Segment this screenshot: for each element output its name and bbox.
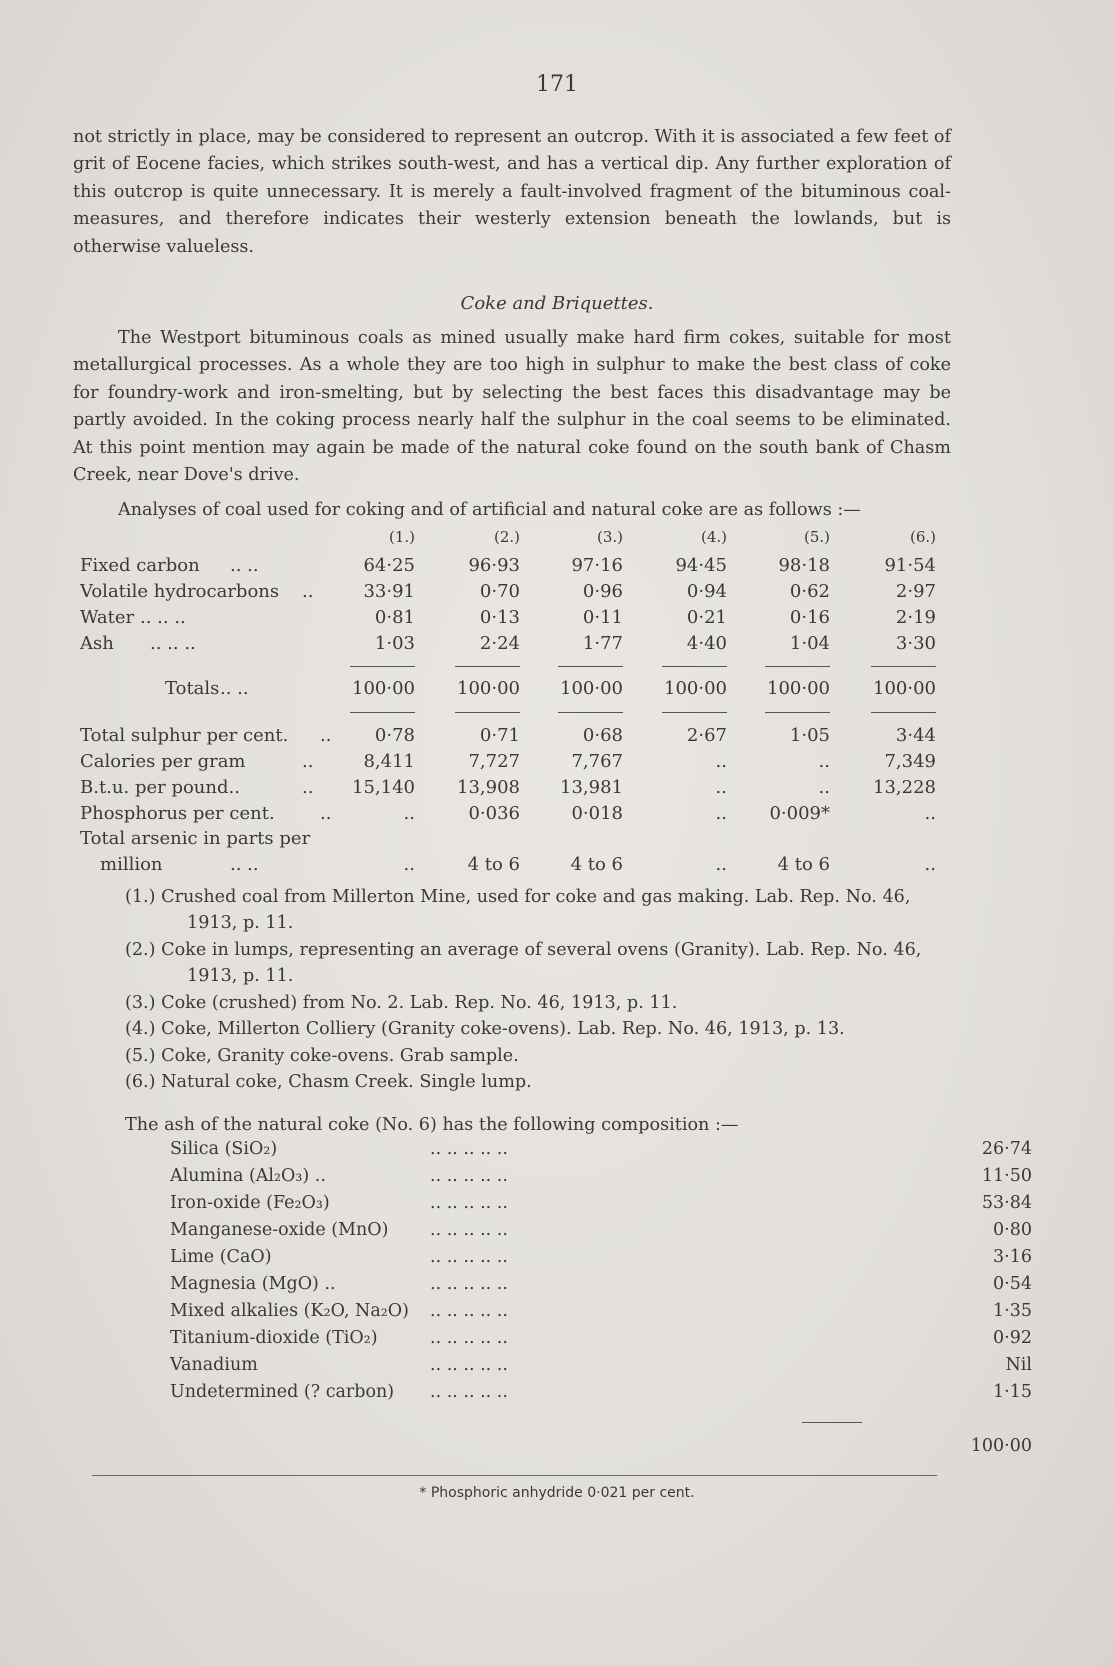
column-rule (871, 712, 936, 713)
table-cell: .. (715, 803, 727, 824)
table-cell: 0·71 (479, 725, 520, 746)
row-label: Ash (80, 633, 114, 654)
ash-component-row (170, 1220, 1032, 1246)
row-label: Totals (165, 678, 220, 699)
table-cell: 3·44 (895, 725, 936, 746)
table-cell: 0·009* (769, 803, 830, 824)
table-cell: .. (715, 751, 727, 772)
table-cell: 94·45 (675, 555, 727, 576)
column-rule (662, 712, 727, 713)
table-cell: 2·97 (895, 581, 936, 602)
ash-component-name: Vanadium (170, 1355, 258, 1375)
table-row (80, 777, 960, 803)
table-row (80, 678, 960, 704)
section-paragraph: The Westport bituminous coals as mined usually make hard firm cokes, suitable for most metallurgical processes. As a whole they are too high in sulphur to make the best class of coke for foundry-work and iron-smelting, but by selecting the best faces this disadvantage may be partly avoided. In the coking process nearly half the sulphur in the coal seems to be eliminated. At this point mention may again be made of the natural coke found on the south bank of Chasm Creek, near Dove's drive. (73, 328, 951, 486)
ash-component-row (170, 1274, 1032, 1300)
row-label: Fixed carbon (80, 555, 200, 576)
table-cell: 4 to 6 (570, 854, 623, 875)
table-cell: 1·04 (789, 633, 830, 654)
footnote: * Phosphoric anhydride 0·021 per cent. (419, 1485, 695, 1501)
table-note: (4.) Coke, Millerton Colliery (Granity coke-ovens). Lab. Rep. No. 46, 1913, p. 13. (125, 1019, 845, 1039)
column-rule (558, 666, 623, 667)
leader-dots: .. (320, 803, 332, 824)
col-header: (3.) (596, 528, 623, 546)
intro-paragraph: not strictly in place, may be considered to represent an outcrop. With it is associated a few feet of grit of Eocene facies, which strikes south-west, and has a vertical dip. Any further exploration of this outcrop is quite unnecessary. It is merely a fault-involved fragment of the bituminous coal-measures, and therefore indicates their westerly extension beneath the lowlands, but is otherwise valueless. (73, 127, 951, 257)
leader-dots: .. .. .. .. .. (430, 1301, 508, 1321)
table-cell: 0·68 (582, 725, 623, 746)
leader-dots: .. .. .. .. .. (430, 1247, 508, 1267)
ash-total: 100·00 (970, 1436, 1032, 1456)
table-cell: 13,908 (457, 777, 520, 798)
table-row (80, 555, 960, 581)
row-label: Volatile hydrocarbons (80, 581, 280, 602)
table-cell: 1·77 (582, 633, 623, 654)
table-note: (6.) Natural coke, Chasm Creek. Single lump. (125, 1072, 532, 1092)
row-label: million (100, 854, 163, 875)
leader-dots: .. .. .. .. .. (430, 1139, 508, 1159)
table-cell: 100·00 (457, 678, 520, 699)
table-cell: 7,767 (571, 751, 623, 772)
table-note: 1913, p. 11. (187, 913, 294, 933)
table-cell: 2·24 (479, 633, 520, 654)
table-cell: 1·05 (789, 725, 830, 746)
ash-component-value: 53·84 (981, 1193, 1032, 1213)
leader-dots: .. .. (230, 555, 259, 576)
table-row (80, 633, 960, 659)
col-header: (5.) (803, 528, 830, 546)
ash-component-row (170, 1247, 1032, 1273)
table-cell: 100·00 (873, 678, 936, 699)
column-rule (765, 666, 830, 667)
table-cell: 0·81 (374, 607, 415, 628)
table-cell: 64·25 (363, 555, 415, 576)
leader-dots: .. (320, 725, 332, 746)
table-cell: 2·19 (895, 607, 936, 628)
col-header: (6.) (909, 528, 936, 546)
table-cell: .. (924, 854, 936, 875)
table-row (80, 803, 960, 829)
table-row (80, 751, 960, 777)
table-row (80, 725, 960, 751)
table-row (80, 854, 960, 880)
ash-component-row (170, 1166, 1032, 1192)
leader-dots: .. .. .. .. .. (430, 1328, 508, 1348)
ash-component-value: 0·54 (993, 1274, 1032, 1294)
column-rule (455, 666, 520, 667)
table-cell: .. (403, 854, 415, 875)
table-cell: 0·94 (686, 581, 727, 602)
table-row (80, 581, 960, 607)
ash-component-value: 0·92 (993, 1328, 1032, 1348)
row-label: Phosphorus per cent. (80, 803, 275, 824)
row-label: Water (80, 607, 135, 628)
row-label: B.t.u. per pound.. (80, 777, 240, 798)
table-cell: 33·91 (363, 581, 415, 602)
table-cell: 4·40 (686, 633, 727, 654)
table-cell: 96·93 (468, 555, 520, 576)
col-header: (4.) (700, 528, 727, 546)
leader-dots: .. .. .. .. .. (430, 1382, 508, 1402)
leader-dots: .. .. .. (140, 607, 186, 628)
table-note: (5.) Coke, Granity coke-ovens. Grab sample. (125, 1046, 519, 1066)
table-cell: 8,411 (363, 751, 415, 772)
ash-component-row (170, 1328, 1032, 1354)
table-cell: 4 to 6 (467, 854, 520, 875)
table-note: 1913, p. 11. (187, 966, 294, 986)
table-cell: 0·78 (374, 725, 415, 746)
ash-component-value: 26·74 (981, 1139, 1032, 1159)
column-rule (558, 712, 623, 713)
table-cell: 0·036 (468, 803, 520, 824)
table-cell: 0·11 (582, 607, 623, 628)
leader-dots: .. .. .. .. .. (430, 1355, 508, 1375)
ash-component-value: 1·35 (993, 1301, 1032, 1321)
leader-dots: .. .. .. .. .. (430, 1193, 508, 1213)
table-cell: 7,727 (468, 751, 520, 772)
table-cell: 3·30 (895, 633, 936, 654)
table-cell: 4 to 6 (777, 854, 830, 875)
column-rule (350, 666, 415, 667)
table-cell: 100·00 (352, 678, 415, 699)
table-cell: 0·16 (789, 607, 830, 628)
column-rule (871, 666, 936, 667)
column-rule (350, 712, 415, 713)
table-row (80, 828, 960, 854)
ash-component-value: 1·15 (993, 1382, 1032, 1402)
ash-component-row (170, 1355, 1032, 1381)
table-cell: .. (818, 777, 830, 798)
column-rule (765, 712, 830, 713)
table-cell: 13,228 (873, 777, 936, 798)
column-rule (662, 666, 727, 667)
leader-dots: .. .. .. .. .. (430, 1166, 508, 1186)
ash-intro: The ash of the natural coke (No. 6) has the following composition :— (125, 1115, 739, 1135)
leader-dots: .. (302, 751, 314, 772)
table-cell: 0·018 (571, 803, 623, 824)
table-row (80, 607, 960, 633)
analyses-intro: Analyses of coal used for coking and of artificial and natural coke are as follows :— (118, 500, 861, 520)
section-heading: Coke and Briquettes. (460, 293, 654, 314)
ash-component-name: Titanium-dioxide (TiO₂) (170, 1328, 378, 1348)
leader-dots: .. .. .. .. .. (430, 1220, 508, 1240)
table-note: (1.) Crushed coal from Millerton Mine, used for coke and gas making. Lab. Rep. No. 46, (125, 887, 911, 907)
ash-component-row (170, 1382, 1032, 1408)
ash-component-name: Manganese-oxide (MnO) (170, 1220, 389, 1240)
leader-dots: .. (302, 581, 314, 602)
table-cell: 0·96 (582, 581, 623, 602)
ash-component-value: 11·50 (981, 1166, 1032, 1186)
leader-dots: .. .. (230, 854, 259, 875)
ash-component-row (170, 1139, 1032, 1165)
leader-dots: .. .. .. .. .. (430, 1274, 508, 1294)
table-cell: 15,140 (352, 777, 415, 798)
ash-component-value: 3·16 (993, 1247, 1032, 1267)
table-cell: 100·00 (767, 678, 830, 699)
table-cell: .. (818, 751, 830, 772)
table-cell: 1·03 (374, 633, 415, 654)
ash-total-row (170, 1436, 1032, 1462)
leader-dots: .. .. .. (150, 633, 196, 654)
table-cell: .. (924, 803, 936, 824)
table-cell: 100·00 (560, 678, 623, 699)
table-cell: 13,981 (560, 777, 623, 798)
ash-component-name: Mixed alkalies (K₂O, Na₂O) (170, 1301, 409, 1321)
table-cell: 98·18 (778, 555, 830, 576)
ash-component-name: Magnesia (MgO) .. (170, 1274, 336, 1294)
ash-component-row (170, 1301, 1032, 1327)
table-cell: 7,349 (884, 751, 936, 772)
footnote-rule (92, 1475, 937, 1476)
page-number: 171 (536, 72, 578, 97)
table-cell: 0·70 (479, 581, 520, 602)
table-cell: 0·13 (479, 607, 520, 628)
leader-dots: .. (302, 777, 314, 798)
table-cell: 0·62 (789, 581, 830, 602)
ash-component-row (170, 1193, 1032, 1219)
ash-component-value: 0·80 (993, 1220, 1032, 1240)
ash-component-value: Nil (1005, 1355, 1032, 1375)
ash-component-name: Undetermined (? carbon) (170, 1382, 395, 1402)
leader-dots: .. .. (220, 678, 249, 699)
ash-component-name: Silica (SiO₂) (170, 1139, 278, 1159)
col-header: (1.) (388, 528, 415, 546)
ash-component-name: Iron-oxide (Fe₂O₃) (170, 1193, 330, 1213)
table-cell: 2·67 (686, 725, 727, 746)
table-cell: 100·00 (664, 678, 727, 699)
row-label: Calories per gram (80, 751, 246, 772)
row-label: Total arsenic in parts per (80, 828, 311, 849)
table-cell: .. (403, 803, 415, 824)
column-rule (455, 712, 520, 713)
col-header: (2.) (493, 528, 520, 546)
table-cell: .. (715, 777, 727, 798)
row-label: Total sulphur per cent. (80, 725, 289, 746)
table-note: (2.) Coke in lumps, representing an average of several ovens (Granity). Lab. Rep. No. 46, (125, 940, 922, 960)
ash-component-name: Lime (CaO) (170, 1247, 272, 1267)
table-cell: 97·16 (571, 555, 623, 576)
ash-component-name: Alumina (Al₂O₃) .. (170, 1166, 326, 1186)
table-cell: .. (715, 854, 727, 875)
ash-total-rule (802, 1422, 862, 1423)
table-cell: 91·54 (884, 555, 936, 576)
table-cell: 0·21 (686, 607, 727, 628)
table-note: (3.) Coke (crushed) from No. 2. Lab. Rep. No. 46, 1913, p. 11. (125, 993, 678, 1013)
